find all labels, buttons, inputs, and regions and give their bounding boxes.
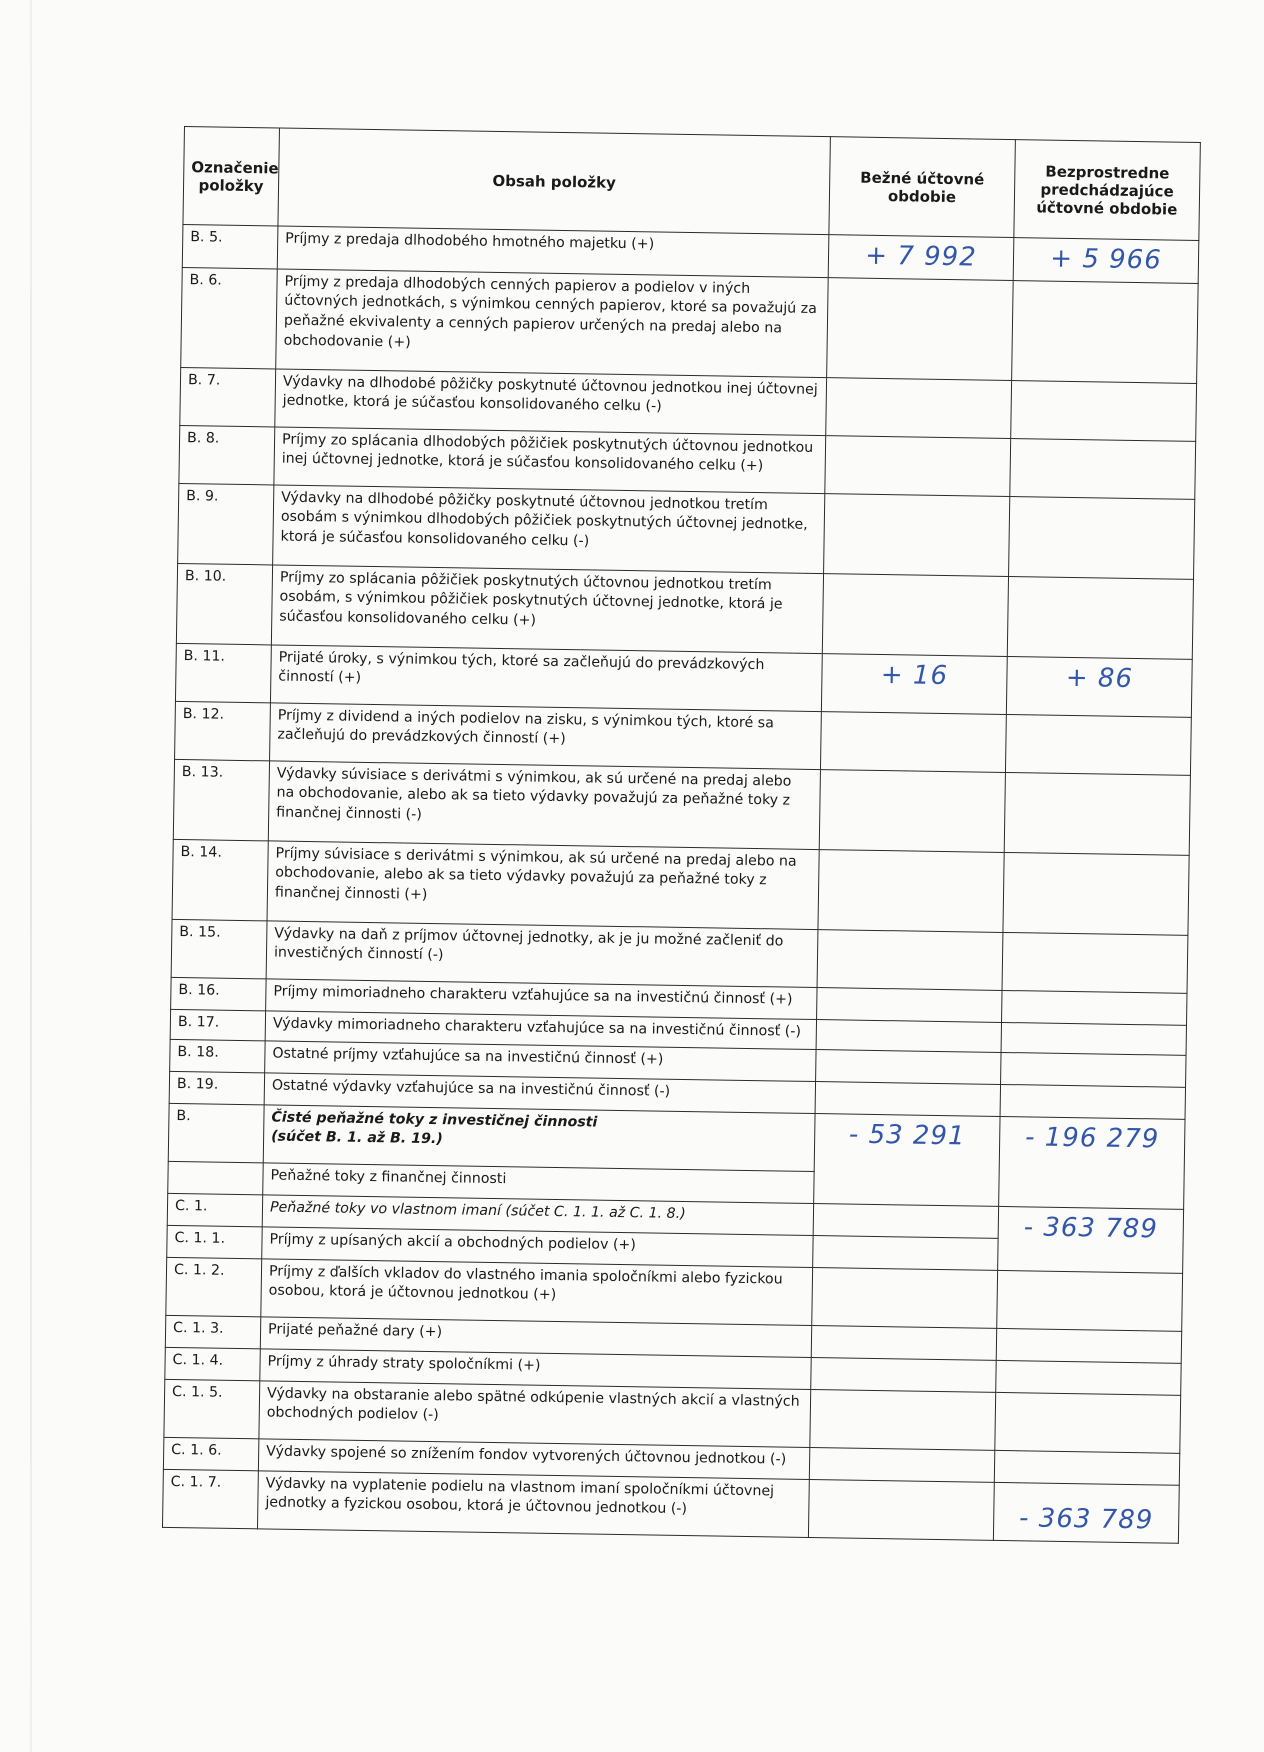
row-text: Príjmy súvisiace s derivátmi s výnimkou, ak sú určené na predaj alebo na obchodovanie, alebo ak sa tieto výdavky považujú za peňažné toky z finančnej činnosti (+) — [267, 841, 819, 930]
row-code: C. 1. 6. — [163, 1437, 258, 1470]
row-previous-value — [997, 1270, 1183, 1331]
row-text: Prijaté peňažné dary (+) — [260, 1317, 811, 1358]
row-current-value — [825, 435, 1011, 496]
table-row — [181, 267, 1198, 383]
summary-previous-value: - 196 279 — [999, 1116, 1185, 1209]
row-current-value — [811, 1325, 996, 1360]
summary-current-value: - 53 291 — [814, 1113, 1000, 1206]
section-code-empty — [168, 1161, 263, 1194]
row-text: Ostatné príjmy vzťahujúce sa na investičnú činnosť (+) — [265, 1041, 816, 1082]
row-code: C. 1. 3. — [165, 1315, 260, 1348]
row-current-value — [816, 1049, 1001, 1084]
row-text: Peňažné toky vo vlastnom imaní (súčet C. 1. 1. až C. 1. 8.) — [262, 1195, 813, 1236]
header-previous-period: Bezprostredne predchádzajúce účtovné obdobie — [1014, 140, 1201, 241]
row-current-value — [811, 1357, 996, 1392]
row-code: B. 6. — [181, 267, 278, 368]
row-code: B. 18. — [170, 1039, 265, 1072]
row-previous-value — [1005, 714, 1191, 775]
row-previous-value — [996, 1328, 1181, 1363]
row-previous-value: - 363 789 — [998, 1206, 1184, 1273]
cash-flow-statement-page — [162, 126, 1200, 1544]
row-text: Prijaté úroky, s výnimkou tých, ktoré sa začleňujú do prevádzkových činností (+) — [270, 645, 822, 712]
row-current-value — [812, 1267, 998, 1328]
summary-subtitle: (súčet B. 1. až B. 19.) — [271, 1128, 443, 1148]
row-code: B. 9. — [178, 483, 274, 564]
row-previous-value — [1010, 438, 1196, 499]
row-code: B. 12. — [175, 701, 271, 760]
row-code: B. 15. — [171, 919, 267, 978]
row-previous-value — [1011, 380, 1197, 441]
row-previous-value — [1002, 990, 1187, 1025]
row-text: Príjmy z upísaných akcií a obchodných podielov (+) — [262, 1227, 813, 1268]
row-text: Výdavky na dlhodobé pôžičky poskytnuté účtovnou jednotkou tretím osobám s výnimkou dlhodobých pôžičiek poskytnutých účtovnej jednotke, ktorá je súčasťou konsolidovaného celku (-) — [273, 485, 825, 574]
scan-edge — [30, 0, 32, 1752]
row-text: Výdavky spojené so znížením fondov vytvorených účtovnou jednotkou (-) — [258, 1439, 809, 1480]
row-code: B. 19. — [169, 1071, 264, 1104]
summary-code: B. — [168, 1103, 264, 1162]
row-text: Výdavky na daň z príjmov účtovnej jednotky, ak je ju možné začleniť do investičných činností (-) — [266, 921, 818, 988]
row-code: B. 17. — [170, 1009, 265, 1040]
row-current-value — [819, 769, 1005, 852]
row-code: B. 16. — [171, 977, 266, 1010]
row-current-value — [822, 573, 1008, 656]
header-code: Označenie položky — [183, 127, 280, 226]
row-current-value — [810, 1389, 996, 1450]
row-previous-value: + 5 966 — [1013, 238, 1199, 284]
row-current-value — [826, 378, 1012, 439]
row-previous-value: + 86 — [1006, 656, 1192, 717]
row-code: C. 1. 7. — [162, 1469, 258, 1528]
row-text: Výdavky mimoriadneho charakteru vzťahujúce sa na investičnú činnosť (-) — [265, 1011, 816, 1050]
section-title: Peňažné toky z finančnej činnosti — [263, 1163, 814, 1204]
row-current-value — [815, 1081, 1000, 1116]
header-current-period: Bežné účtovné obdobie — [829, 137, 1016, 238]
row-text: Príjmy mimoriadneho charakteru vzťahujúce sa na investičnú činnosť (+) — [266, 979, 817, 1020]
row-previous-value — [1009, 496, 1195, 579]
row-current-value — [820, 711, 1006, 772]
row-previous-value — [1004, 772, 1190, 855]
row-previous-value: - 363 789 — [993, 1482, 1179, 1543]
row-previous-value — [1002, 932, 1188, 993]
row-current-value — [827, 278, 1014, 381]
row-code: C. 1. 1. — [167, 1225, 262, 1258]
summary-text — [263, 1105, 815, 1172]
row-current-value — [813, 1203, 998, 1238]
row-text: Príjmy z ďalších vkladov do vlastného imania spoločníkmi alebo fyzickou osobou, ktorá je účtovnou jednotkou (+) — [261, 1259, 813, 1326]
row-previous-value — [996, 1360, 1181, 1395]
row-code: B. 5. — [182, 224, 278, 268]
row-code: C. 1. 5. — [164, 1379, 260, 1438]
row-text: Príjmy zo splácania dlhodobých pôžičiek poskytnutých účtovnou jednotkou inej účtovnej jednotke, ktorá je súčasťou konsolidovaného celku (+) — [274, 427, 826, 494]
row-previous-value — [1000, 1084, 1185, 1119]
row-current-value — [808, 1479, 994, 1540]
header-text: Obsah položky — [278, 128, 830, 235]
row-text: Výdavky na vyplatenie podielu na vlastnom imaní spoločníkmi účtovnej jednotky a fyzickou osobou, ktorá je účtovnou jednotkou (-) — [257, 1471, 809, 1538]
summary-title: Čisté peňažné toky z investičnej činnosti — [271, 1109, 598, 1131]
row-previous-value — [1001, 1052, 1186, 1087]
row-code: B. 7. — [180, 367, 276, 426]
row-text: Výdavky na obstaranie alebo spätné odkúpenie vlastných akcií a vlastných obchodných podielov (-) — [259, 1381, 811, 1448]
row-current-value — [824, 493, 1010, 576]
row-text: Výdavky na dlhodobé pôžičky poskytnuté účtovnou jednotkou inej účtovnej jednotke, ktorá je súčasťou konsolidovaného celku (-) — [275, 369, 827, 436]
row-code: B. 10. — [176, 563, 272, 644]
row-previous-value — [1007, 576, 1193, 659]
row-previous-value — [1003, 852, 1189, 935]
row-current-value — [809, 1447, 994, 1482]
row-text: Príjmy z dividend a iných podielov na zisku, s výnimkou tých, ktoré sa začleňujú do prevádzkových činností (+) — [270, 703, 822, 770]
row-current-value: + 16 — [821, 653, 1007, 714]
row-code: B. 13. — [173, 759, 269, 840]
row-current-value — [813, 1235, 998, 1270]
row-current-value: + 7 992 — [828, 235, 1014, 281]
row-current-value — [816, 1019, 1001, 1052]
row-text: Príjmy zo splácania pôžičiek poskytnutých účtovnou jednotkou tretím osobám, s výnimkou pôžičiek poskytnutých účtovnej jednotke, ktorá je súčasťou konsolidovaného celku (+) — [271, 565, 823, 654]
row-text: Výdavky súvisiace s derivátmi s výnimkou, ak sú určené na predaj alebo na obchodovanie, alebo ak sa tieto výdavky považujú za peňažné toky z finančnej činnosti (-) — [268, 761, 820, 850]
row-current-value — [817, 987, 1002, 1022]
row-previous-value — [1012, 280, 1199, 383]
row-code: B. 14. — [172, 839, 268, 920]
row-previous-value — [995, 1392, 1181, 1453]
cash-flow-table — [162, 126, 1201, 1544]
row-code: B. 11. — [175, 643, 271, 702]
row-text: Príjmy z úhrady straty spoločníkmi (+) — [260, 1349, 811, 1390]
row-code: B. 8. — [179, 425, 275, 484]
row-current-value — [817, 929, 1003, 990]
row-code: C. 1. 4. — [165, 1347, 260, 1380]
row-previous-value — [994, 1450, 1179, 1485]
row-previous-value — [1001, 1022, 1186, 1055]
row-code: C. 1. — [167, 1193, 262, 1226]
table-header-row — [183, 127, 1200, 241]
row-current-value — [818, 849, 1004, 932]
row-text: Príjmy z predaja dlhodobých cenných papierov a podielov v iných účtovných jednotkách, s výnimkou cenných papierov, ktoré sa považujú za peňažné ekvivalenty a cenných papierov určených na predaj alebo na obchodovanie (+) — [276, 269, 829, 378]
row-code: C. 1. 2. — [166, 1257, 262, 1316]
row-text: Ostatné výdavky vzťahujúce sa na investičnú činnosť (-) — [264, 1073, 815, 1114]
row-text: Príjmy z predaja dlhodobého hmotného majetku (+) — [277, 226, 829, 278]
